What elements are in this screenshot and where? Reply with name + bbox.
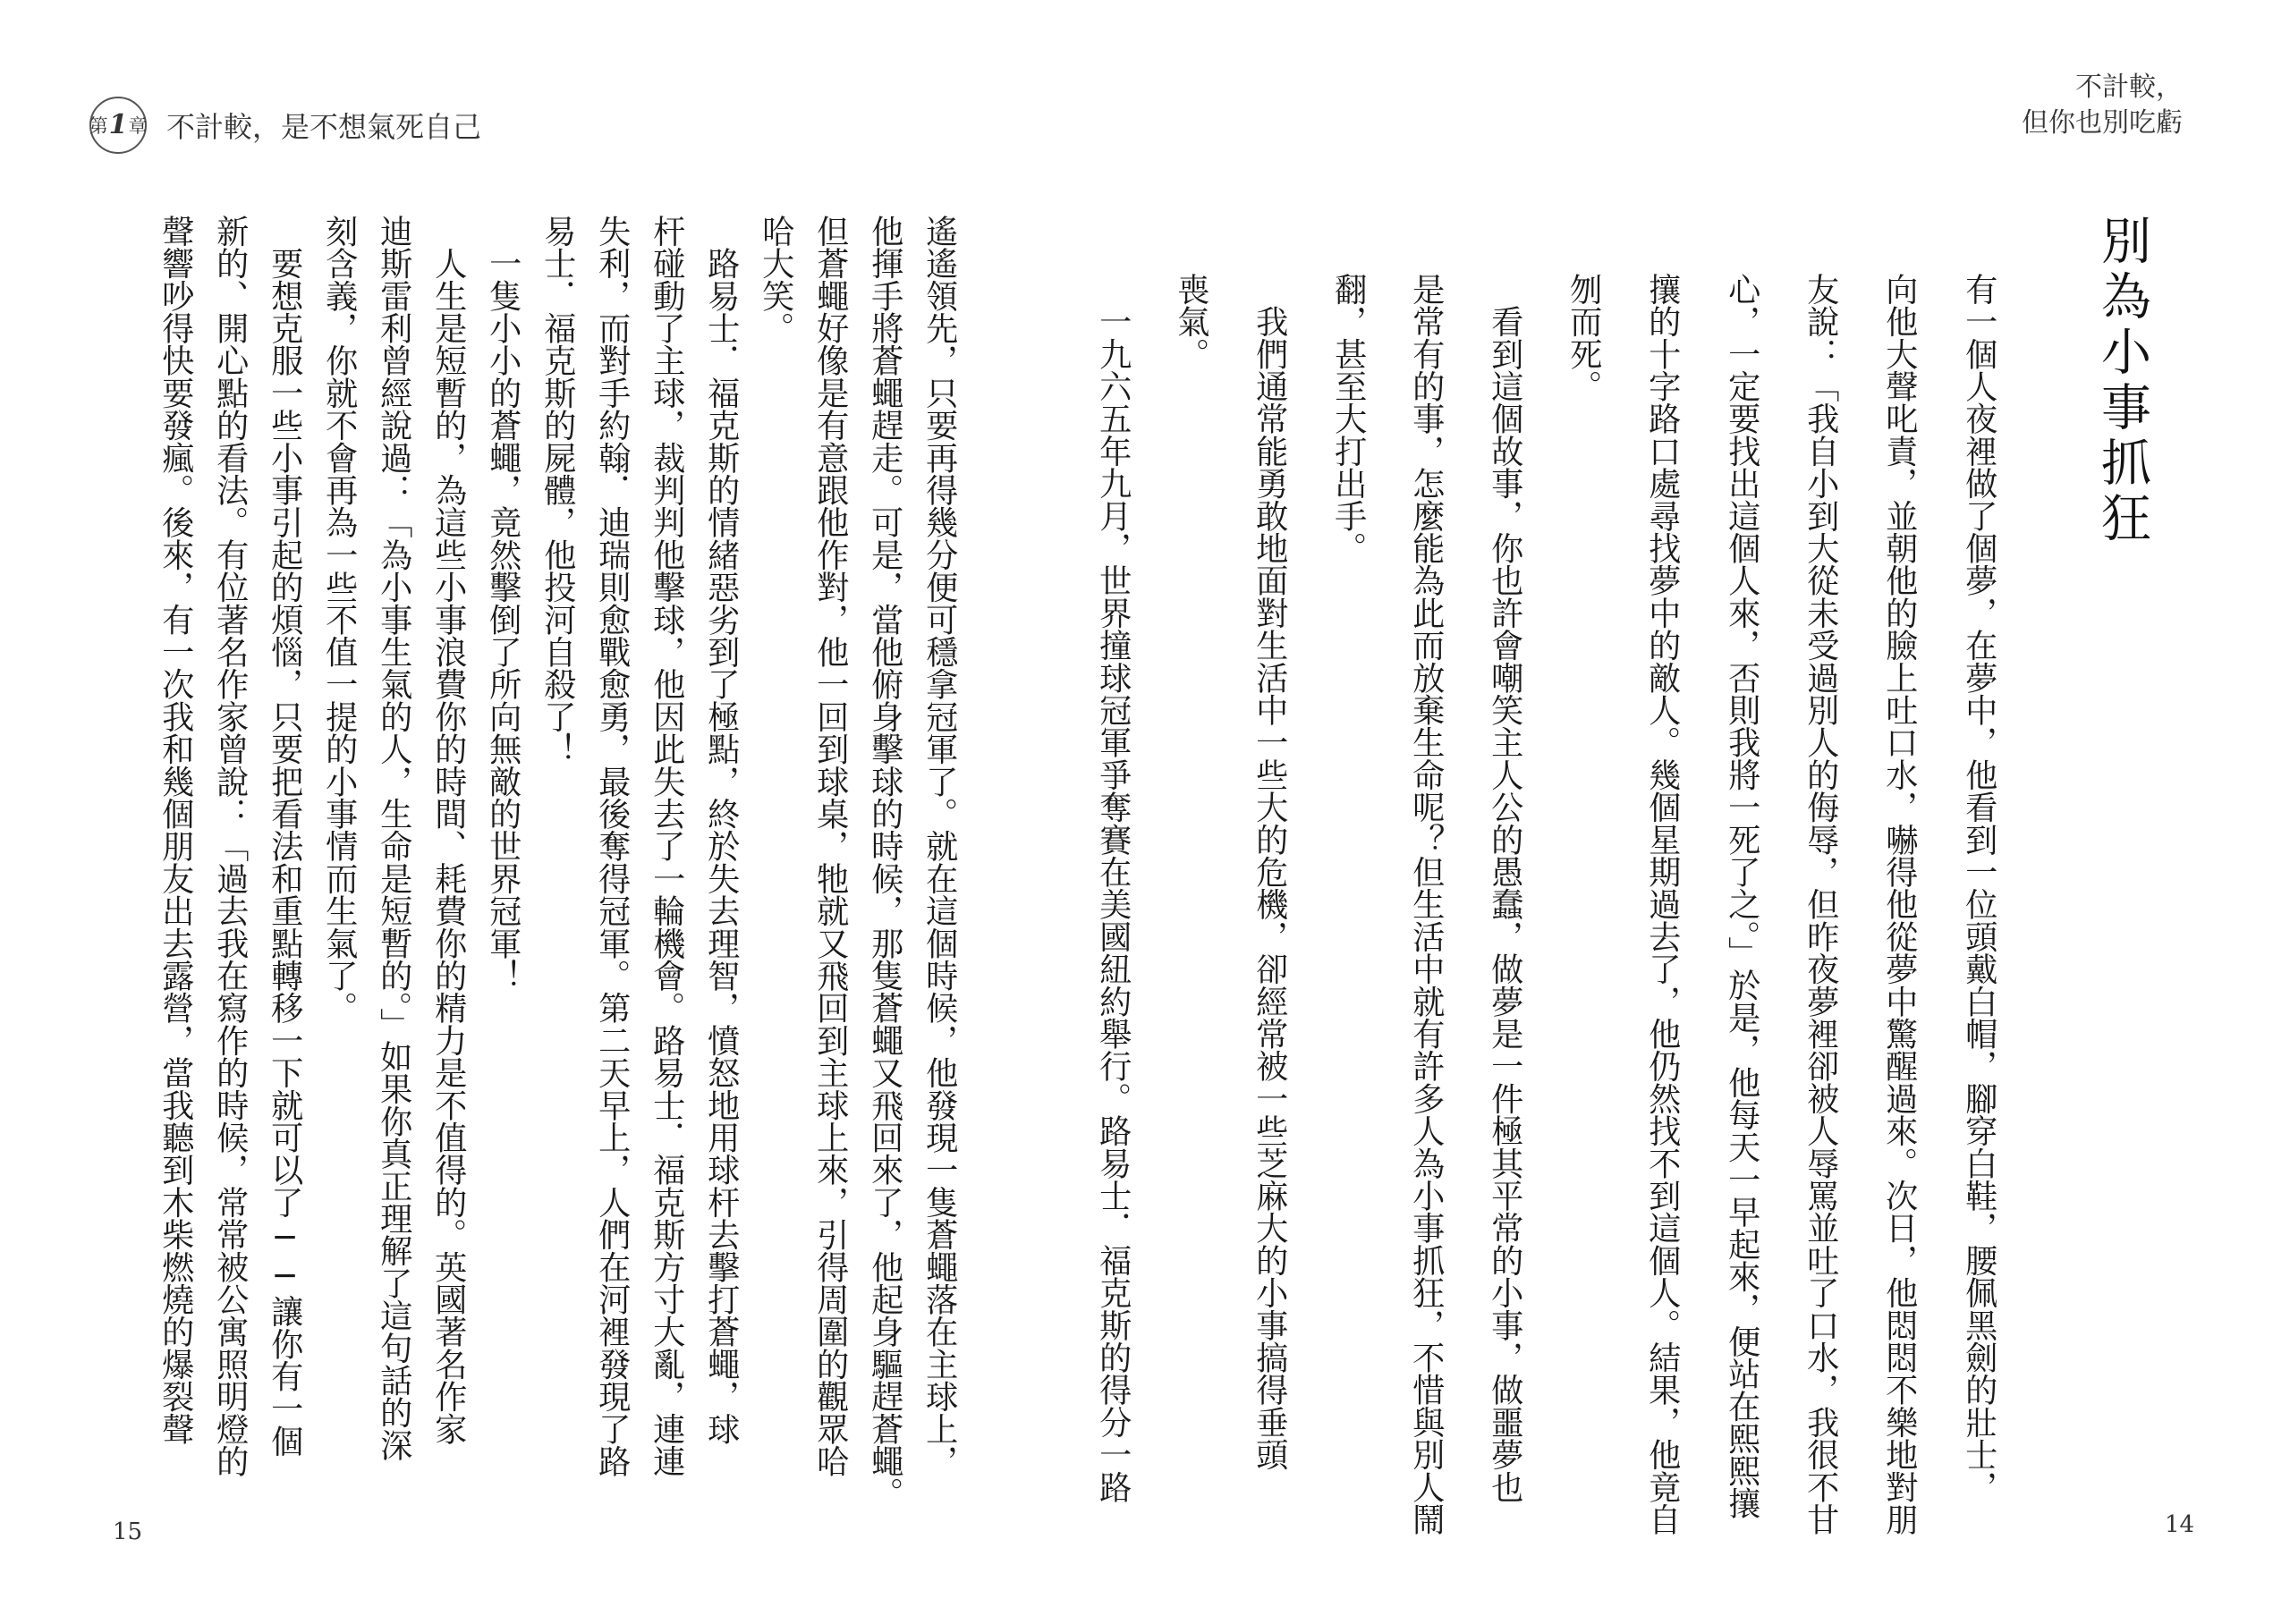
right-text-column: 向他大聲叱責，並朝他的臉上吐口水，嚇得他從夢中驚醒過來。次日，他悶悶不樂地對朋 (1880, 273, 1920, 1535)
left-text-column: 遙遙領先，只要再得幾分便可穩拿冠軍了。就在這個時候，他發現一隻蒼蠅落在主球上， (920, 215, 960, 1477)
right-text-column: 是常有的事，怎麼能為此而放棄生命呢？但生活中就有許多人為小事抓狂，不惜與別人鬧 (1407, 273, 1446, 1535)
left-text-column: 但蒼蠅好像是有意跟他作對，他一回到球桌，牠就又飛回到主球上來，引得周圍的觀眾哈 (811, 215, 851, 1477)
left-text-column: 失利，而對手約翰．迪瑞則愈戰愈勇，最後奪得冠軍。第二天早上，人們在河裡發現了路 (593, 215, 632, 1477)
right-text-column: 翻，甚至大打出手。 (1329, 273, 1369, 564)
right-text-column: 看到這個故事，你也許會嘲笑主人公的愚蠢，做夢是一件極其平常的小事，做噩夢也 (1486, 273, 1525, 1503)
right-text-column: 我們通常能勇敢地面對生活中一些大的危機，卻經常被一些芝麻大的小事搞得垂頭 (1251, 273, 1290, 1471)
chapter-badge (89, 97, 147, 154)
left-text-column: 迪斯雷利曾經說過：「為小事生氣的人，生命是短暫的。」如果你真正理解了這句話的深 (375, 215, 414, 1461)
left-text-column: 要想克服一些小事引起的煩惱，只要把看法和重點轉移一下就可以了──讓你有一個 (266, 215, 305, 1458)
chapter-badge-prefix: 第 (89, 115, 108, 137)
section-heading: 別為小事抓狂 (2093, 215, 2151, 547)
chapter-badge-number: 1 (108, 109, 128, 140)
left-text-column: 一隻小小的蒼蠅，竟然擊倒了所向無敵的世界冠軍！ (484, 215, 523, 992)
left-text-column: 聲響吵得快要發瘋。後來，有一次我和幾個朋友出去露營，當我聽到木柴燃燒的爆裂聲 (157, 215, 196, 1445)
left-text-column: 新的、開心點的看法。有位著名作家曾說：「過去我在寫作的時候，常常被公寓照明燈的 (211, 215, 250, 1477)
left-text-column: 易士．福克斯的屍體，他投河自殺了！ (539, 215, 578, 765)
left-text-column: 哈大笑。 (757, 215, 796, 344)
left-text-column: 路易士．福克斯的情緒惡劣到了極點，終於失去理智，憤怒地用球杆去擊打蒼蠅，球 (702, 215, 742, 1445)
page-number-right: 14 (2165, 1511, 2195, 1538)
book-title-line-1: 不計較， (2075, 72, 2183, 103)
chapter-header (89, 97, 481, 154)
right-text-column: 刎而死。 (1565, 273, 1604, 402)
page-number-left: 15 (113, 1518, 143, 1545)
left-text-column: 刻含義，你就不會再為一些不值一提的小事情而生氣了。 (320, 215, 360, 1024)
right-text-column: 攘的十字路口處尋找夢中的敵人。幾個星期過去了，他仍然找不到這個人。結果，他竟自 (1643, 273, 1683, 1535)
left-text-column: 他揮手將蒼蠅趕走。可是，當他俯身擊球的時候，那隻蒼蠅又飛回來了，他起身驅趕蒼蠅。 (866, 215, 905, 1510)
left-text-column: 人生是短暫的，為這些小事浪費你的時間、耗費你的精力是不值得的。英國著名作家 (429, 215, 469, 1445)
book-title-line-2: 但你也別吃虧 (2022, 107, 2183, 139)
chapter-badge-suffix: 章 (128, 115, 148, 137)
right-text-column: 有一個人夜裡做了個夢，在夢中，他看到一位頭戴白帽，腳穿白鞋，腰佩黑劍的壯士， (1960, 273, 1999, 1503)
book-title (2022, 70, 2183, 141)
right-text-column: 心，一定要找出這個人來，否則我將一死了之。」於是，他每天一早起來，便站在熙熙攘 (1723, 273, 1762, 1519)
right-text-column: 一九六五年九月，世界撞球冠軍爭奪賽在美國紐約舉行。路易士．福克斯的得分一路 (1094, 273, 1133, 1503)
right-text-column: 友說：「我自小到大從未受過別人的侮辱，但昨夜夢裡卻被人辱罵並吐了口水，我很不甘 (1802, 273, 1841, 1535)
right-text-column: 喪氣。 (1172, 273, 1211, 370)
left-text-column: 杆碰動了主球，裁判判他擊球，他因此失去了一輪機會。路易士．福克斯方寸大亂，連連 (648, 215, 687, 1477)
chapter-title: 不計較，是不想氣死自己 (166, 110, 482, 144)
